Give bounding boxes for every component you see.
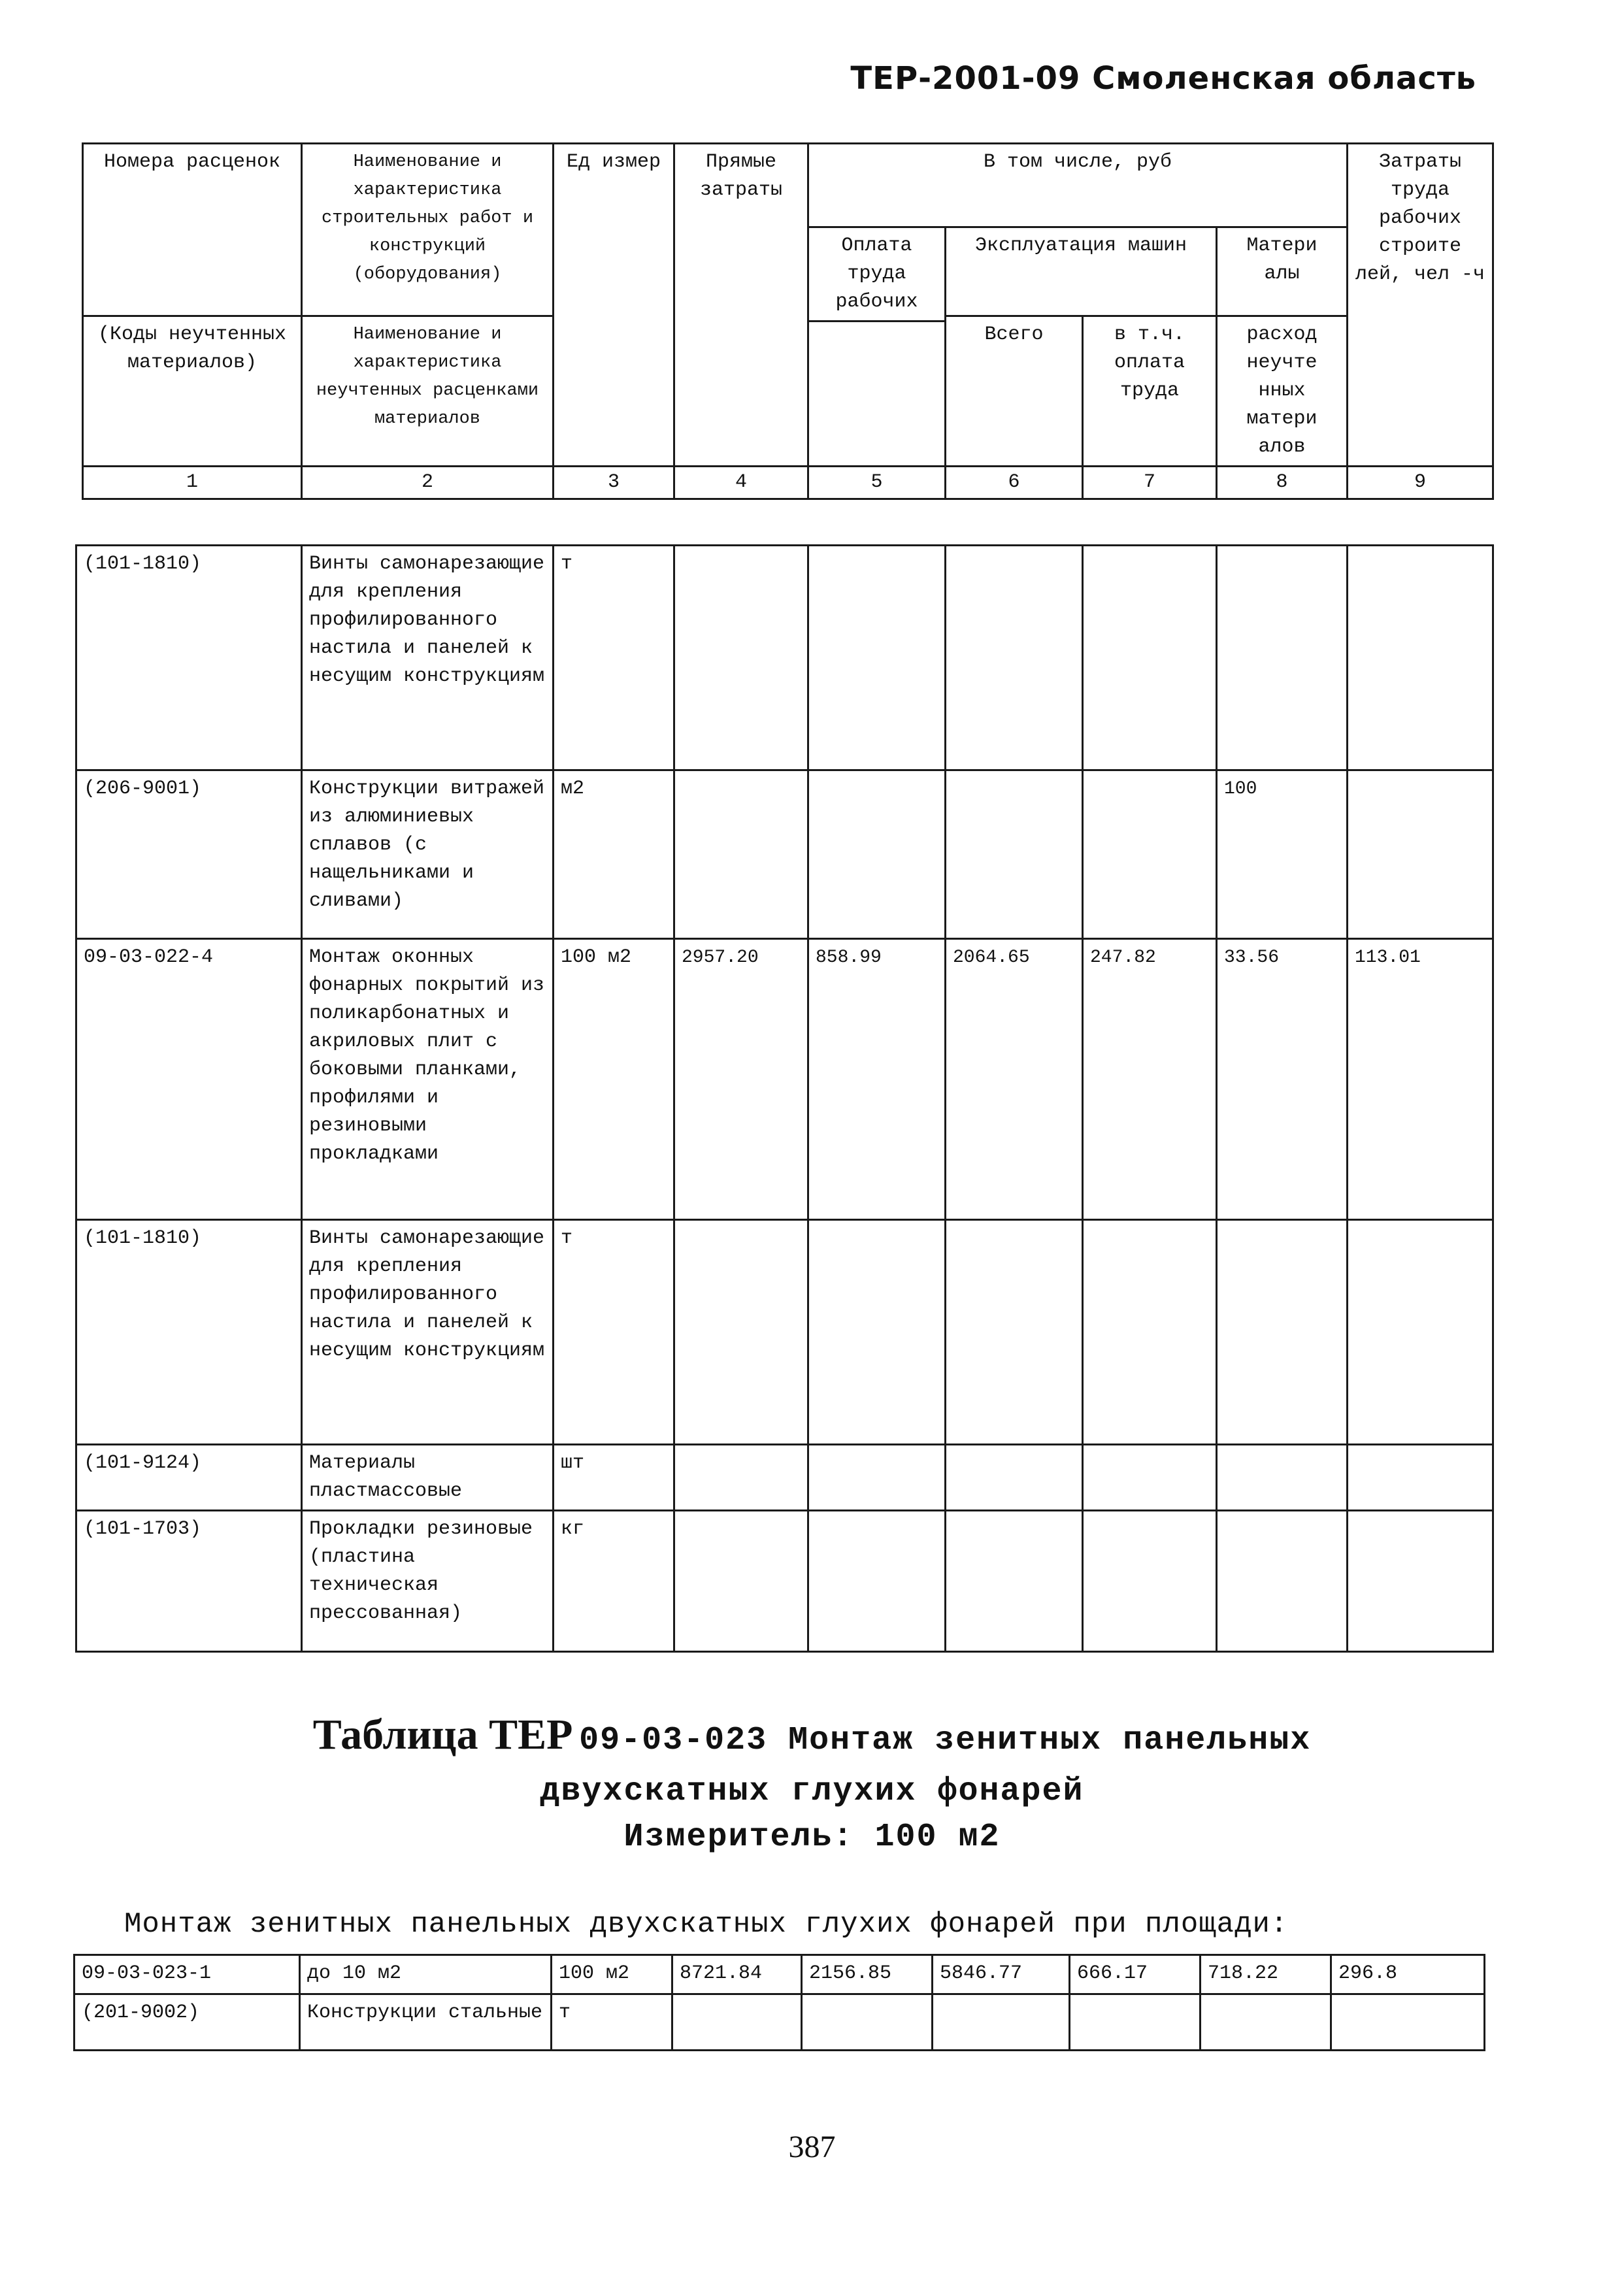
section-title-line1: 09-03-023 Монтаж зенитных панельных xyxy=(579,1722,1312,1759)
header-num: 3 xyxy=(554,467,674,499)
section-title-line2: двухскатных глухих фонарей xyxy=(540,1773,1084,1810)
pay-cell xyxy=(808,546,946,770)
header-num: 8 xyxy=(1217,467,1348,499)
code-cell: (101-1703) xyxy=(76,1511,302,1652)
labor-cell: 113.01 xyxy=(1348,939,1493,1220)
unit-cell: т xyxy=(552,1994,672,2051)
pay-cell xyxy=(808,1511,946,1652)
materials-cell xyxy=(1217,1220,1348,1445)
labor-cell xyxy=(1348,1220,1493,1445)
document-title: ТЕР-2001-09 Смоленская область xyxy=(850,60,1476,97)
code-cell: (206-9001) xyxy=(76,770,302,939)
machines-labor-cell xyxy=(1083,1445,1217,1511)
code-cell: (101-1810) xyxy=(76,1220,302,1445)
header-machines-total: Всего xyxy=(946,316,1083,467)
header-unit: Ед измер xyxy=(554,144,674,467)
header-labor: Затраты труда рабочих строите лей, чел -ч xyxy=(1348,144,1493,467)
header-table xyxy=(82,142,1494,500)
name-cell: до 10 м2 xyxy=(300,1955,552,1994)
pay-cell xyxy=(808,1445,946,1511)
direct-cost-cell xyxy=(674,1511,808,1652)
materials-cell xyxy=(1217,1445,1348,1511)
code-cell: (201-9002) xyxy=(75,1994,300,2051)
pay-cell: 2156.85 xyxy=(802,1955,933,1994)
machines-cell xyxy=(946,1445,1083,1511)
header-materials-bottom: расход неучте нных матери алов xyxy=(1217,316,1348,467)
table-row xyxy=(76,1511,1493,1652)
header-group: В том числе, руб xyxy=(808,144,1348,227)
materials-cell: 100 xyxy=(1217,770,1348,939)
machines-cell xyxy=(946,546,1083,770)
machines-cell xyxy=(933,1994,1070,2051)
labor-cell xyxy=(1348,1445,1493,1511)
header-col1-spacer xyxy=(83,227,302,316)
pay-cell xyxy=(802,1994,933,2051)
header-pay-spacer xyxy=(808,322,946,467)
table-row xyxy=(76,546,1493,770)
pay-cell xyxy=(808,1220,946,1445)
direct-cost-cell: 2957.20 xyxy=(674,939,808,1220)
name-cell: Винты самонарезающие для крепления профилированного настила и панелей к несущим конструкциям xyxy=(302,546,554,770)
name-cell: Прокладки резиновые (пластина техническая прессованная) xyxy=(302,1511,554,1652)
labor-cell xyxy=(1348,770,1493,939)
header-pay: Оплата труда рабочих xyxy=(808,227,946,322)
header-col2-top: Наименование и характеристика строительных работ и конструкций (оборудования) xyxy=(302,144,554,316)
code-cell: 09-03-022-4 xyxy=(76,939,302,1220)
labor-cell xyxy=(1348,546,1493,770)
name-cell: Материалы пластмассовые xyxy=(302,1445,554,1511)
code-cell: (101-9124) xyxy=(76,1445,302,1511)
header-direct-costs: Прямые затраты xyxy=(674,144,808,467)
direct-cost-cell xyxy=(674,770,808,939)
table-row xyxy=(76,1445,1493,1511)
header-num: 6 xyxy=(946,467,1083,499)
header-col1-bottom: (Коды неучтенных материалов) xyxy=(83,316,302,467)
unit-cell: т xyxy=(554,1220,674,1445)
section-title-prefix: Таблица ТЕР xyxy=(312,1711,573,1758)
table-row xyxy=(76,770,1493,939)
machines-cell xyxy=(946,1511,1083,1652)
machines-labor-cell xyxy=(1083,1511,1217,1652)
page-number: 387 xyxy=(788,2130,836,2164)
code-cell: (101-1810) xyxy=(76,546,302,770)
table-row xyxy=(75,1955,1485,1994)
header-materials-top: Матери алы xyxy=(1217,227,1348,316)
machines-labor-cell xyxy=(1083,546,1217,770)
direct-cost-cell xyxy=(674,546,808,770)
machines-labor-cell xyxy=(1083,770,1217,939)
header-machines: Эксплуатация машин xyxy=(946,227,1217,316)
direct-cost-cell xyxy=(672,1994,802,2051)
rates-table-2 xyxy=(73,1954,1485,2051)
unit-cell: 100 м2 xyxy=(554,939,674,1220)
unit-cell: т xyxy=(554,546,674,770)
header-num: 4 xyxy=(674,467,808,499)
unit-cell: кг xyxy=(554,1511,674,1652)
direct-cost-cell: 8721.84 xyxy=(672,1955,802,1994)
materials-cell xyxy=(1217,546,1348,770)
materials-cell xyxy=(1217,1511,1348,1652)
unit-cell: 100 м2 xyxy=(552,1955,672,1994)
machines-labor-cell: 666.17 xyxy=(1070,1955,1201,1994)
materials-cell: 718.22 xyxy=(1201,1955,1331,1994)
header-col2-bottom: Наименование и характеристика неучтенных расценками материалов xyxy=(302,316,554,467)
machines-labor-cell: 247.82 xyxy=(1083,939,1217,1220)
machines-cell: 5846.77 xyxy=(933,1955,1070,1994)
unit-cell: шт xyxy=(554,1445,674,1511)
section-subheading: Монтаж зенитных панельных двухскатных глухих фонарей при площади: xyxy=(124,1908,1289,1941)
labor-cell: 296.8 xyxy=(1331,1955,1485,1994)
materials-cell: 33.56 xyxy=(1217,939,1348,1220)
header-num: 5 xyxy=(808,467,946,499)
code-cell: 09-03-023-1 xyxy=(75,1955,300,1994)
name-cell: Винты самонарезающие для крепления профилированного настила и панелей к несущим конструкциям xyxy=(302,1220,554,1445)
labor-cell xyxy=(1348,1511,1493,1652)
table-row xyxy=(76,939,1493,1220)
labor-cell xyxy=(1331,1994,1485,2051)
header-num: 9 xyxy=(1348,467,1493,499)
rates-table xyxy=(75,544,1494,1653)
name-cell: Конструкции стальные xyxy=(300,1994,552,2051)
machines-cell: 2064.65 xyxy=(946,939,1083,1220)
header-col1-top: Номера расценок xyxy=(83,144,302,227)
machines-cell xyxy=(946,770,1083,939)
header-num: 1 xyxy=(83,467,302,499)
machines-cell xyxy=(946,1220,1083,1445)
unit-cell: м2 xyxy=(554,770,674,939)
machines-labor-cell xyxy=(1083,1220,1217,1445)
header-num: 2 xyxy=(302,467,554,499)
header-machines-labor: в т.ч. оплата труда xyxy=(1083,316,1217,467)
direct-cost-cell xyxy=(674,1445,808,1511)
pay-cell: 858.99 xyxy=(808,939,946,1220)
section-title xyxy=(0,1712,1624,1860)
section-measure: Измеритель: 100 м2 xyxy=(623,1819,1001,1856)
direct-cost-cell xyxy=(674,1220,808,1445)
materials-cell xyxy=(1201,1994,1331,2051)
table-row xyxy=(75,1994,1485,2051)
machines-labor-cell xyxy=(1070,1994,1201,2051)
name-cell: Конструкции витражей из алюминиевых сплавов (с нащельниками и сливами) xyxy=(302,770,554,939)
pay-cell xyxy=(808,770,946,939)
table-row xyxy=(76,1220,1493,1445)
header-number-row xyxy=(83,467,1493,499)
name-cell: Монтаж оконных фонарных покрытий из поликарбонатных и акриловых плит с боковыми планками, профилями и резиновыми прокладками xyxy=(302,939,554,1220)
header-num: 7 xyxy=(1083,467,1217,499)
